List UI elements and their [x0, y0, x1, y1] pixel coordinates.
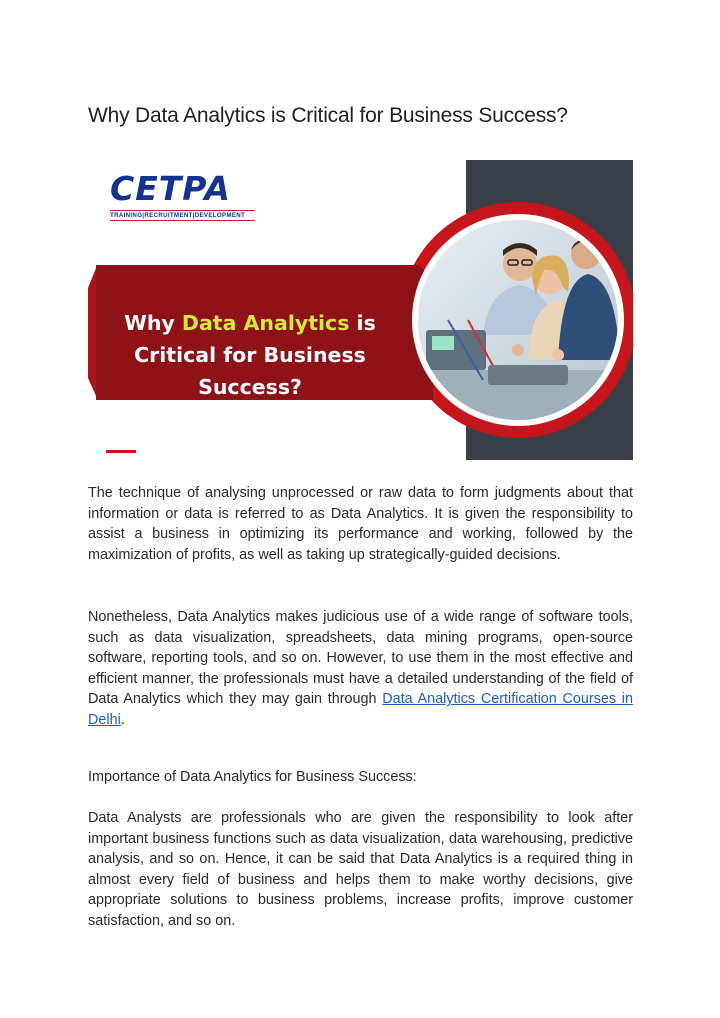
cetpa-logo	[110, 170, 255, 221]
banner-heading-line2: Critical for Business	[134, 343, 366, 367]
paragraph-tools: Nonetheless, Data Analytics makes judicious use of a wide range of software tools, such as data visualization, spreadsheets, data mining programs, open-source software, reporting tools, and so on. However, to use them in the most effective and efficient manner, the professionals must have a detailed understanding of the field of Data Analytics which they may gain through Data Analytics Certification Courses in Delhi.	[88, 609, 633, 728]
paragraph-importance: Data Analysts are professionals who are given the responsibility to look after important business functions such as data visualization, data warehousing, predictive analysis, and so on. Hence, it can be said that Data Analytics is a required thing in almost every field of business and helps them to make worthy decisions, give appropriate solutions to business problems, increase profits, improve customer satisfaction, and so on.	[88, 810, 633, 929]
paragraph-intro: The technique of analysing unprocessed or raw data to form judgments about that information or data is referred to as Data Analytics. It is given the responsibility to assist a business in optimizing its performance and working, followed by the maximization of profits, as well as taking up strategically-guided decisions.	[88, 485, 633, 563]
red-band-tip	[88, 268, 96, 396]
banner-heading-line1: Why Data Analytics is	[124, 311, 376, 335]
banner-heading-line3: Success?	[198, 375, 302, 399]
page-title: Why Data Analytics is Critical for Business Success?	[88, 104, 568, 127]
section-subheading: Importance of Data Analytics for Business Success:	[88, 769, 417, 785]
logo-wordmark: CETPA	[110, 169, 231, 208]
certification-courses-link[interactable]: Data Analytics Certification Courses in Delhi	[88, 691, 633, 728]
banner-heading	[100, 307, 400, 403]
article-banner	[88, 160, 633, 460]
banner-highlight: Data Analytics	[181, 311, 350, 335]
accent-mark	[106, 450, 136, 453]
logo-tagline: TRAINING|RECRUITMENT|DEVELOPMENT	[110, 210, 255, 221]
